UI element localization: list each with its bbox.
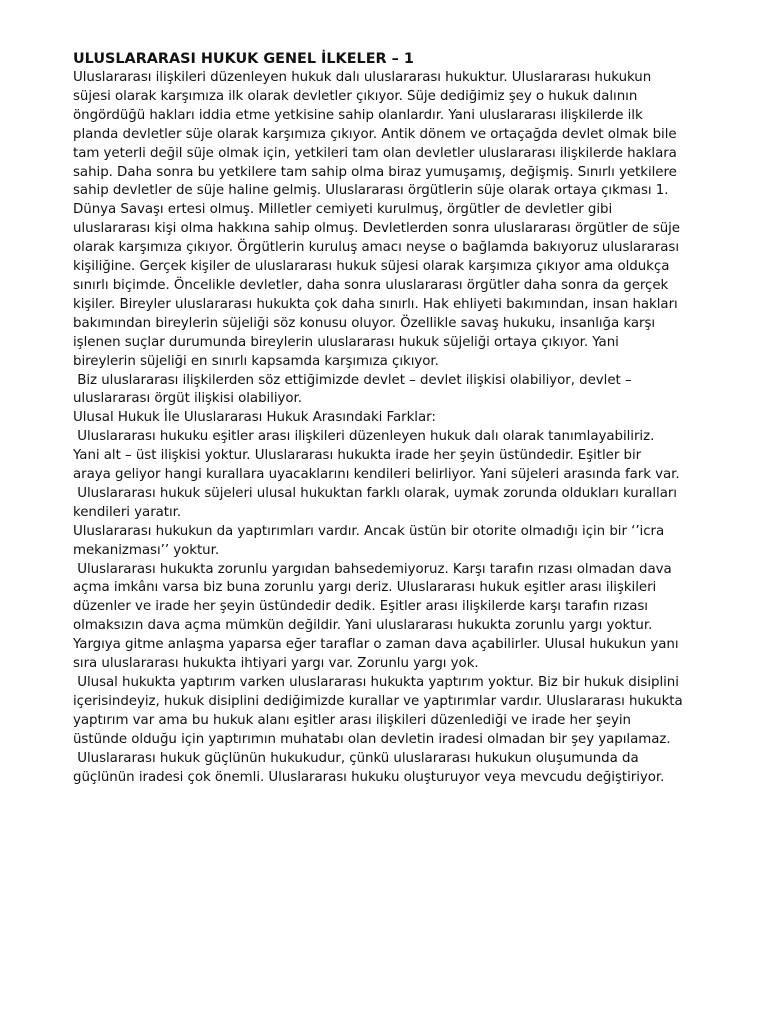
paragraph-jurisdiction: Uluslararası hukukta zorunlu yargıdan bahsedemiyoruz. Karşı tarafın rızası olmadan dava açma imkânı varsa biz buna zorunlu yargı deriz. Uluslararası hukuk eşitler arası ilişkileri düzenler ve irade her şeyin üstündedir dedik. Eşitler arası ilişkilerde karşı tarafın rızası olmaksızın dava açma mümkün değildir. Yani uluslararası hukukta zorunlu yargı yoktur. Yargıya gitme anlaşma yaparsa eğer taraflar o zaman dava açabilirler. Ulusal hukukun yanı sıra uluslararası hukukta ihtiyari yargı var. Zorunlu yargı yok.	[73, 561, 683, 672]
paragraph-relations: Biz uluslararası ilişkilerden söz ettiğimizde devlet – devlet ilişkisi olabiliyor, devlet – uluslararası örgüt ilişkisi olabiliyor.	[73, 372, 636, 407]
paragraph-own-rules: Uluslararası hukuk süjeleri ulusal hukuktan farklı olarak, uymak zorunda oldukları kuralları kendileri yaratır.	[73, 485, 682, 520]
paragraph-equality: Uluslararası hukuku eşitler arası ilişkileri düzenleyen hukuk dalı olarak tanımlayabiliriz. Yani alt – üst ilişkisi yoktur. Uluslararası hukukta irade her şeyin üstündedir. Eşitler bir araya geliyor hangi kurallara uyacaklarını kendileri belirliyor. Yani süjeleri arasında fark var.	[73, 429, 680, 483]
document-title: ULUSLARARASI HUKUK GENEL İLKELER – 1	[73, 51, 414, 67]
section-heading-differences: Ulusal Hukuk İle Uluslararası Hukuk Arasındaki Farklar:	[73, 410, 436, 426]
paragraph-power: Uluslararası hukuk güçlünün hukukudur, çünkü uluslararası hukukun oluşumunda da güçlünün iradesi çok önemli. Uluslararası hukuku oluşturuyor veya mevcudu değiştiriyor.	[73, 750, 665, 785]
paragraph-subjects: Uluslararası ilişkileri düzenleyen hukuk dalı uluslararası hukuktur. Uluslararası hukukun süjesi olarak karşımıza ilk olarak devletler çıkıyor. Süje dediğimiz şey o hukuk dalının öngördüğü hakları iddia etme yetkisine sahip olanlardır. Yani uluslararası ilişkilerde ilk planda devletler süje olarak karşımıza çıkıyor. Antik dönem ve ortaçağda devlet olmak bile tam yeterli değil süje olmak için, yetkileri tam olan devletler uluslararası ilişkilerde haklara sahip. Daha sonra bu yetkilere tam sahip olma biraz yumuşamış, değişmiş. Sınırlı yetkilere sahip devletler de süje haline gelmiş. Uluslararası örgütlerin süje olarak ortaya çıkması 1. Dünya Savaşı ertesi olmuş. Milletler cemiyeti kurulmuş, örgütler de devletler gibi uluslararası kişi olma hakkına sahip olmuş. Devletlerden sonra uluslararası örgütler de süje olarak karşımıza çıkıyor. Örgütlerin kuruluş amacı neyse o bağlamda bakıyoruz uluslararası kişiliğine. Gerçek kişiler de uluslararası hukuk süjesi olarak karşımıza çıkıyor ama oldukça sınırlı biçimde. Öncelikle devletler, daha sonra uluslararası örgütler daha sonra da gerçek kişiler. Bireyler uluslararası hukukta çok daha sınırlı. Hak ehliyeti bakımından, insan hakları bakımından bireylerin süjeliği söz konusu oluyor. Özellikle savaş hukuku, insanlığa karşı işlenen suçlar durumunda bireylerin uluslararası hukuk süjeliği ortaya çıkıyor. Yani bireylerin süjeliği en sınırlı kapsamda karşımıza çıkıyor.	[73, 70, 685, 369]
paragraph-sanctions: Uluslararası hukukun da yaptırımları vardır. Ancak üstün bir otorite olmadığı için bir ‘’icra mekanizması’’ yoktur.	[73, 523, 669, 558]
paragraph-enforcement: Ulusal hukukta yaptırım varken uluslararası hukukta yaptırım yoktur. Biz bir hukuk disiplini içerisindeyiz, hukuk disiplini dediğimizde kurallar ve yaptırımlar vardır. Uluslararası hukukta yaptırım var ama bu hukuk alanı eşitler arası ilişkileri düzenlediği ve irade her şeyin üstünde olduğu için yaptırımın muhatabı olan devletin iradesi olmadan bir şey yapılamaz.	[73, 675, 687, 747]
document-page	[73, 50, 687, 787]
